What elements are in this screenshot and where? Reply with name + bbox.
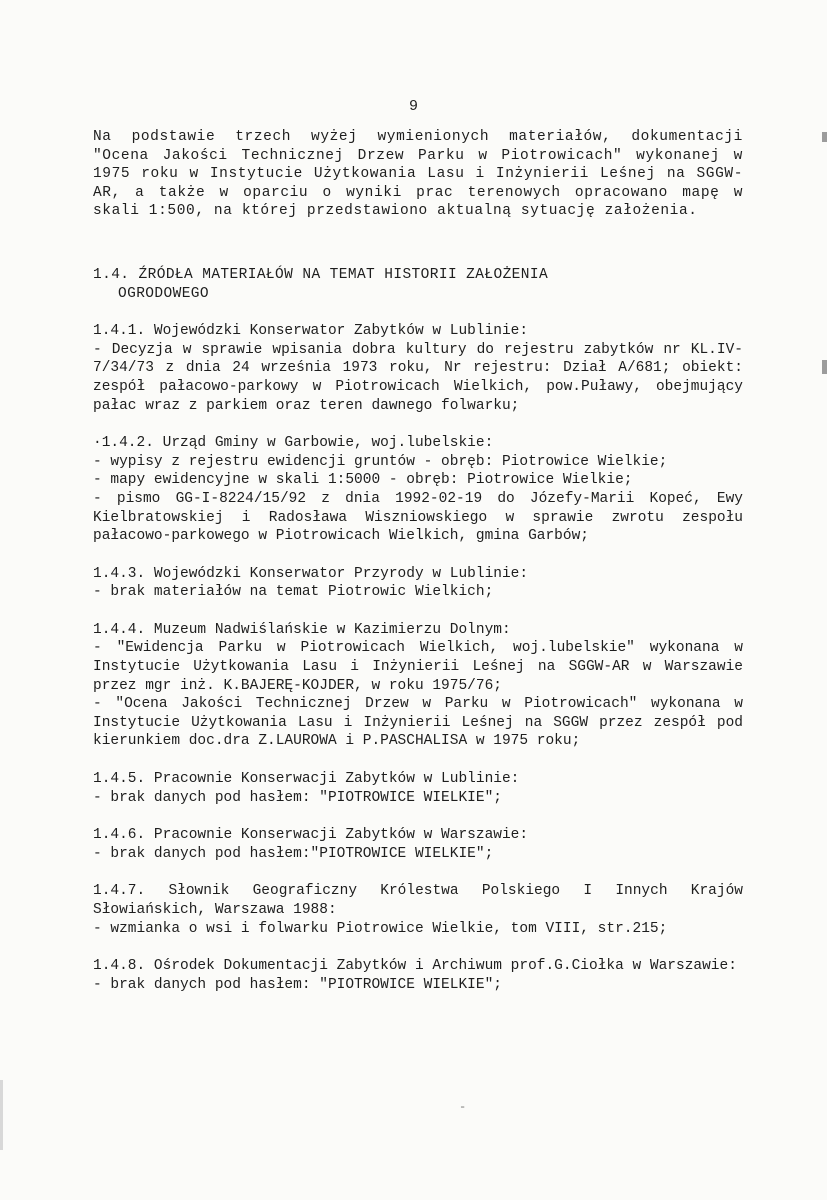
source-item xyxy=(93,957,743,994)
scan-edge-mark xyxy=(822,360,827,374)
source-item xyxy=(93,565,743,602)
source-item-body: - wypisy z rejestru ewidencji gruntów - obręb: Piotrowice Wielkie; - mapy ewidencyjne w skali 1:5000 - obręb: Piotrowice Wielkie; - pismo GG-I-8224/15/92 z dnia 1992-02-19 do Józefy-Marii Kopeć, Ewy Kielbratowskiej i Radosława Wiszniowskiego w sprawie zwrotu zespołu pałacowo-parkowego w Piotrowicach Wielkich, gmina Garbów; xyxy=(93,453,743,545)
footer-mark: - xyxy=(459,1100,467,1114)
source-item-heading: 1.4.7. Słownik Geograficzny Królestwa Polskiego I Innych Krajów Słowiańskich, Warszawa 1988: xyxy=(93,883,752,918)
source-item xyxy=(93,882,752,938)
source-item-body: - brak danych pod hasłem: "PIOTROWICE WIELKIE"; xyxy=(93,976,502,993)
source-item xyxy=(93,826,743,863)
source-item xyxy=(93,322,752,415)
source-item-heading: ·1.4.2. Urząd Gminy w Garbowie, woj.lubelskie: xyxy=(93,435,494,452)
section-heading xyxy=(93,266,743,303)
source-item xyxy=(93,434,743,546)
source-item xyxy=(93,770,743,807)
source-item-heading: 1.4.4. Muzeum Nadwiślańskie w Kazimierzu Dolnym: xyxy=(93,621,511,638)
scan-edge-mark xyxy=(0,1080,3,1150)
source-item xyxy=(93,621,743,751)
scan-edge-mark xyxy=(822,132,827,142)
source-item-body: - brak materiałów na temat Piotrowic Wielkich; xyxy=(93,584,494,601)
section-title: ŹRÓDŁA MATERIAŁÓW NA TEMAT HISTORII ZAŁOŻENIA xyxy=(138,266,549,283)
source-item-body: - wzmianka o wsi i folwarku Piotrowice Wielkie, tom VIII, str.215; xyxy=(93,920,668,937)
source-item-body: - Decyzja w sprawie wpisania dobra kultury do rejestru zabytków nr KL.IV-7/34/73 z dnia 24 września 1973 roku, Nr rejestru: Dział A/681; obiekt: zespół pałacowo-parkowy w Piotrowicach Wielkich, pow.Puławy, obejmujący pałac wraz z parkiem oraz teren dawnego folwarku; xyxy=(93,341,752,414)
source-item-heading: 1.4.5. Pracownie Konserwacji Zabytków w Lublinie: xyxy=(93,771,520,788)
intro-paragraph: Na podstawie trzech wyżej wymienionych materiałów, dokumentacji "Ocena Jakości Technicznej Drzew Parku w Piotrowicach" wykonanej w 1975 roku w Instytucie Użytkowania Lasu i Inżynierii Leśnej na SGGW-AR, a także w oparciu o wyniki prac terenowych opracowano mapę w skali 1:500, na której przedstawiono aktualną sytuację założenia. xyxy=(93,129,753,220)
source-item-body: - brak danych pod hasłem: "PIOTROWICE WIELKIE"; xyxy=(93,789,502,806)
page-number: 9 xyxy=(408,98,418,115)
page-content xyxy=(93,128,753,994)
source-item-heading: 1.4.8. Ośrodek Dokumentacji Zabytków i Archiwum prof.G.Ciołka w Warszawie: xyxy=(93,958,737,975)
source-item-heading: 1.4.3. Wojewódzki Konserwator Przyrody w Lublinie: xyxy=(93,565,529,582)
source-item-heading: 1.4.6. Pracownie Konserwacji Zabytków w Warszawie: xyxy=(93,827,529,844)
source-item-heading: 1.4.1. Wojewódzki Konserwator Zabytków w Lublinie: xyxy=(93,323,529,340)
source-item-body: - brak danych pod hasłem:"PIOTROWICE WIELKIE"; xyxy=(93,845,494,862)
section-number: 1.4. xyxy=(93,266,130,283)
section-title-continuation: OGRODOWEGO xyxy=(118,285,210,302)
source-item-body: - "Ewidencja Parku w Piotrowicach Wielkich, woj.lubelskie" wykonana w Instytucie Użytkowania Lasu i Inżynierii Leśnej na SGGW-AR w Warszawie przez mgr inż. K.BAJERĘ-KOJDER, w roku 1975/76; - "Ocena Jakości Technicznej Drzew w Parku w Piotrowicach" wykonana w Instytucie Użytkowania Lasu i Inżynierii Leśnej na SGGW przez zespół pod kierunkiem doc.dra Z.LAUROWA i P.PASCHALISA w 1975 roku; xyxy=(93,640,743,750)
